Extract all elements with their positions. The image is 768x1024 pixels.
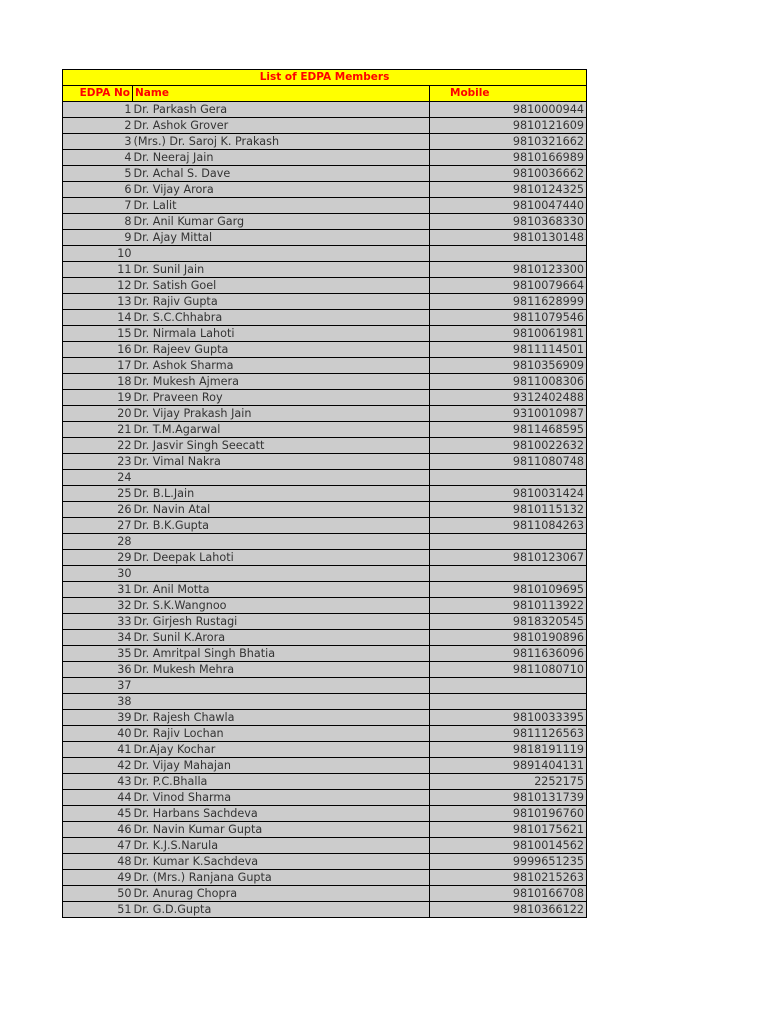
table-row	[63, 662, 587, 678]
member-number: 16	[63, 342, 133, 358]
member-number: 49	[63, 870, 133, 886]
table-row	[63, 710, 587, 726]
table-row	[63, 534, 587, 550]
table-row	[63, 310, 587, 326]
table-row	[63, 758, 587, 774]
member-number: 19	[63, 390, 133, 406]
member-number: 14	[63, 310, 133, 326]
member-number: 26	[63, 502, 133, 518]
table-row	[63, 646, 587, 662]
member-mobile: 9811114501	[430, 342, 587, 358]
member-mobile: 9810123300	[430, 262, 587, 278]
member-name: Dr. Amritpal Singh Bhatia	[133, 646, 430, 662]
table-row	[63, 822, 587, 838]
column-header-name: Name	[133, 86, 430, 102]
table-row	[63, 678, 587, 694]
member-name: Dr. Anil Kumar Garg	[133, 214, 430, 230]
table-row	[63, 294, 587, 310]
member-mobile	[430, 694, 587, 710]
member-name: Dr. Lalit	[133, 198, 430, 214]
member-number: 12	[63, 278, 133, 294]
member-name: Dr. Vimal Nakra	[133, 454, 430, 470]
member-name: Dr. Deepak Lahoti	[133, 550, 430, 566]
member-number: 32	[63, 598, 133, 614]
member-name: Dr. Jasvir Singh Seecatt	[133, 438, 430, 454]
member-mobile: 9811468595	[430, 422, 587, 438]
member-mobile: 9811628999	[430, 294, 587, 310]
member-number: 8	[63, 214, 133, 230]
member-number: 48	[63, 854, 133, 870]
member-mobile: 9810031424	[430, 486, 587, 502]
member-number: 34	[63, 630, 133, 646]
member-name: Dr. Girjesh Rustagi	[133, 614, 430, 630]
member-name: Dr. Mukesh Mehra	[133, 662, 430, 678]
member-number: 3	[63, 134, 133, 150]
member-number: 30	[63, 566, 133, 582]
table-row	[63, 326, 587, 342]
member-mobile: 9810124325	[430, 182, 587, 198]
member-number: 4	[63, 150, 133, 166]
member-mobile: 9810000944	[430, 102, 587, 118]
member-number: 29	[63, 550, 133, 566]
member-mobile: 9999651235	[430, 854, 587, 870]
table-row	[63, 470, 587, 486]
table-row	[63, 342, 587, 358]
member-mobile: 9810061981	[430, 326, 587, 342]
member-mobile: 9810115132	[430, 502, 587, 518]
table-row	[63, 390, 587, 406]
member-mobile: 9810123067	[430, 550, 587, 566]
member-number: 46	[63, 822, 133, 838]
member-name	[133, 694, 430, 710]
member-mobile	[430, 246, 587, 262]
member-name: (Mrs.) Dr. Saroj K. Prakash	[133, 134, 430, 150]
table-row	[63, 454, 587, 470]
member-number: 45	[63, 806, 133, 822]
member-number: 43	[63, 774, 133, 790]
member-name	[133, 534, 430, 550]
table-row	[63, 358, 587, 374]
member-name: Dr. Nirmala Lahoti	[133, 326, 430, 342]
table-row	[63, 550, 587, 566]
table-row	[63, 262, 587, 278]
member-mobile: 9810321662	[430, 134, 587, 150]
member-name: Dr. T.M.Agarwal	[133, 422, 430, 438]
member-mobile: 9810036662	[430, 166, 587, 182]
member-number: 25	[63, 486, 133, 502]
member-name: Dr. Sunil Jain	[133, 262, 430, 278]
table-row	[63, 838, 587, 854]
table-row	[63, 566, 587, 582]
table-row	[63, 134, 587, 150]
member-number: 10	[63, 246, 133, 262]
member-number: 51	[63, 902, 133, 918]
member-name	[133, 678, 430, 694]
member-name: Dr. Vijay Prakash Jain	[133, 406, 430, 422]
member-mobile: 9310010987	[430, 406, 587, 422]
table-row	[63, 854, 587, 870]
member-name: Dr. Anurag Chopra	[133, 886, 430, 902]
member-mobile: 2252175	[430, 774, 587, 790]
table-row	[63, 246, 587, 262]
member-mobile: 9810014562	[430, 838, 587, 854]
member-number: 39	[63, 710, 133, 726]
column-header-edpa-no: EDPA No	[63, 86, 133, 102]
table-row	[63, 886, 587, 902]
table-row	[63, 742, 587, 758]
member-name	[133, 246, 430, 262]
table-row	[63, 614, 587, 630]
member-mobile	[430, 534, 587, 550]
member-number: 23	[63, 454, 133, 470]
member-number: 36	[63, 662, 133, 678]
member-name: Dr.Ajay Kochar	[133, 742, 430, 758]
table-row	[63, 422, 587, 438]
member-name: Dr. (Mrs.) Ranjana Gupta	[133, 870, 430, 886]
member-name: Dr. B.L.Jain	[133, 486, 430, 502]
member-name: Dr. S.K.Wangnoo	[133, 598, 430, 614]
member-mobile: 9811080748	[430, 454, 587, 470]
member-number: 31	[63, 582, 133, 598]
member-name: Dr. Rajiv Lochan	[133, 726, 430, 742]
table-row	[63, 598, 587, 614]
member-name: Dr. Vijay Mahajan	[133, 758, 430, 774]
member-number: 33	[63, 614, 133, 630]
member-mobile: 9810196760	[430, 806, 587, 822]
member-number: 37	[63, 678, 133, 694]
table-row	[63, 374, 587, 390]
member-mobile: 9811084263	[430, 518, 587, 534]
member-mobile: 9810175621	[430, 822, 587, 838]
title-row	[63, 70, 587, 86]
member-number: 6	[63, 182, 133, 198]
member-name: Dr. Rajeev Gupta	[133, 342, 430, 358]
member-mobile: 9810366122	[430, 902, 587, 918]
table-row	[63, 486, 587, 502]
member-number: 11	[63, 262, 133, 278]
member-number: 18	[63, 374, 133, 390]
member-number: 41	[63, 742, 133, 758]
table-row	[63, 806, 587, 822]
member-number: 44	[63, 790, 133, 806]
member-number: 35	[63, 646, 133, 662]
member-name: Dr. Parkash Gera	[133, 102, 430, 118]
member-name: Dr. Navin Atal	[133, 502, 430, 518]
member-mobile	[430, 678, 587, 694]
member-number: 47	[63, 838, 133, 854]
member-mobile	[430, 470, 587, 486]
member-number: 21	[63, 422, 133, 438]
member-number: 38	[63, 694, 133, 710]
member-name: Dr. G.D.Gupta	[133, 902, 430, 918]
member-mobile: 9818320545	[430, 614, 587, 630]
member-mobile: 9312402488	[430, 390, 587, 406]
member-number: 50	[63, 886, 133, 902]
member-number: 24	[63, 470, 133, 486]
member-number: 5	[63, 166, 133, 182]
member-name: Dr. Vinod Sharma	[133, 790, 430, 806]
table-row	[63, 902, 587, 918]
member-number: 27	[63, 518, 133, 534]
column-header-mobile: Mobile	[430, 86, 587, 102]
member-number: 28	[63, 534, 133, 550]
table-row	[63, 870, 587, 886]
member-name: Dr. Harbans Sachdeva	[133, 806, 430, 822]
table-row	[63, 118, 587, 134]
member-name: Dr. Navin Kumar Gupta	[133, 822, 430, 838]
member-mobile: 9810356909	[430, 358, 587, 374]
table-title: List of EDPA Members	[63, 70, 587, 86]
member-number: 40	[63, 726, 133, 742]
member-mobile: 9810368330	[430, 214, 587, 230]
member-mobile: 9810109695	[430, 582, 587, 598]
member-number: 15	[63, 326, 133, 342]
member-mobile: 9811636096	[430, 646, 587, 662]
member-name: Dr. Achal S. Dave	[133, 166, 430, 182]
member-name: Dr. Rajesh Chawla	[133, 710, 430, 726]
member-mobile: 9810022632	[430, 438, 587, 454]
table-row	[63, 518, 587, 534]
member-mobile: 9810215263	[430, 870, 587, 886]
table-row	[63, 726, 587, 742]
table-row	[63, 198, 587, 214]
member-mobile: 9811079546	[430, 310, 587, 326]
member-name: Dr. B.K.Gupta	[133, 518, 430, 534]
member-rows	[63, 102, 587, 918]
member-number: 7	[63, 198, 133, 214]
member-mobile	[430, 566, 587, 582]
member-mobile: 9810033395	[430, 710, 587, 726]
member-mobile: 9810166708	[430, 886, 587, 902]
table-row	[63, 406, 587, 422]
member-number: 9	[63, 230, 133, 246]
member-mobile: 9810079664	[430, 278, 587, 294]
member-mobile: 9891404131	[430, 758, 587, 774]
member-name: Dr. Ashok Sharma	[133, 358, 430, 374]
member-mobile: 9810130148	[430, 230, 587, 246]
member-mobile: 9810121609	[430, 118, 587, 134]
member-name: Dr. Mukesh Ajmera	[133, 374, 430, 390]
member-number: 42	[63, 758, 133, 774]
member-mobile: 9810190896	[430, 630, 587, 646]
member-name: Dr. Satish Goel	[133, 278, 430, 294]
member-number: 1	[63, 102, 133, 118]
member-name: Dr. P.C.Bhalla	[133, 774, 430, 790]
table-row	[63, 502, 587, 518]
member-name: Dr. Praveen Roy	[133, 390, 430, 406]
table-row	[63, 182, 587, 198]
member-mobile: 9810131739	[430, 790, 587, 806]
member-name	[133, 566, 430, 582]
member-mobile: 9811080710	[430, 662, 587, 678]
member-name: Dr. Vijay Arora	[133, 182, 430, 198]
member-number: 22	[63, 438, 133, 454]
member-name: Dr. Anil Motta	[133, 582, 430, 598]
member-number: 17	[63, 358, 133, 374]
table-row	[63, 214, 587, 230]
table-row	[63, 166, 587, 182]
member-mobile: 9810113922	[430, 598, 587, 614]
member-name: Dr. Kumar K.Sachdeva	[133, 854, 430, 870]
table-row	[63, 774, 587, 790]
member-number: 20	[63, 406, 133, 422]
member-name: Dr. Neeraj Jain	[133, 150, 430, 166]
table-row	[63, 790, 587, 806]
member-number: 13	[63, 294, 133, 310]
table-row	[63, 630, 587, 646]
table-row	[63, 150, 587, 166]
member-mobile: 9811126563	[430, 726, 587, 742]
member-name: Dr. Ajay Mittal	[133, 230, 430, 246]
member-mobile: 9818191119	[430, 742, 587, 758]
table-row	[63, 438, 587, 454]
member-name: Dr. Sunil K.Arora	[133, 630, 430, 646]
member-name: Dr. Rajiv Gupta	[133, 294, 430, 310]
member-name	[133, 470, 430, 486]
member-number: 2	[63, 118, 133, 134]
member-mobile: 9810047440	[430, 198, 587, 214]
member-name: Dr. Ashok Grover	[133, 118, 430, 134]
member-mobile: 9810166989	[430, 150, 587, 166]
member-name: Dr. S.C.Chhabra	[133, 310, 430, 326]
table-row	[63, 230, 587, 246]
member-mobile: 9811008306	[430, 374, 587, 390]
table-row	[63, 582, 587, 598]
table-row	[63, 102, 587, 118]
table-row	[63, 278, 587, 294]
member-name: Dr. K.J.S.Narula	[133, 838, 430, 854]
table-row	[63, 694, 587, 710]
header-row	[63, 86, 587, 102]
members-table	[62, 69, 587, 918]
